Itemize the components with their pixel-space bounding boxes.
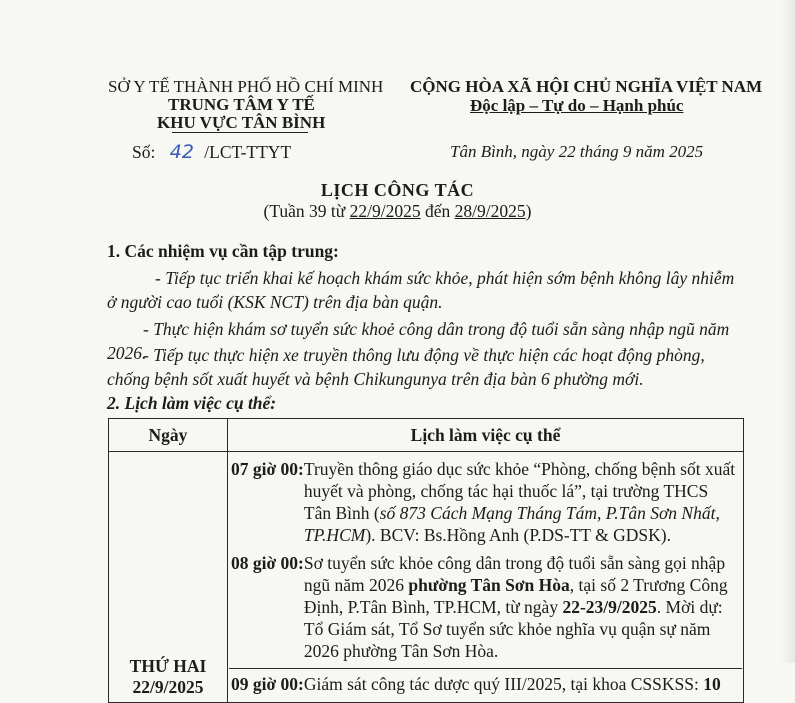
day-cell: [109, 452, 228, 703]
day-date: 22/9/2025: [132, 677, 204, 697]
subtitle-to-date: 28/9/2025: [454, 201, 526, 221]
entry-description: [304, 552, 742, 662]
entry-text: ). BCV: Bs.Hồng Anh (P.DS-TT & GDSK).: [365, 525, 671, 545]
subtitle-prefix: (Tuần 39 từ: [263, 201, 350, 221]
org-name-line1: TRUNG TÂM Y TẾ: [168, 95, 315, 114]
entry-ward: phường Tân Sơn Hòa: [408, 575, 570, 595]
section1-heading: 1. Các nhiệm vụ cần tập trung:: [107, 241, 339, 261]
entry-description: [304, 673, 742, 695]
subtitle-suffix: ): [525, 201, 532, 221]
org-name-line2: KHU VỰC TÂN BÌNH: [157, 113, 326, 132]
entry-text: 10: [703, 674, 721, 694]
schedule-entry: [229, 668, 742, 701]
col-header-schedule: Lịch làm việc cụ thể: [228, 419, 744, 452]
schedule-entry: [229, 458, 742, 552]
entry-date-range: 22-23/9/2025: [562, 597, 657, 617]
date-line: Tân Bình, ngày 22 tháng 9 năm 2025: [450, 142, 704, 161]
document-subtitle: [0, 201, 795, 222]
entry-text: . Mời dự: Tổ Giám sát, Tổ Sơ tuyển sức khỏe nghĩa vụ quận sự năm 2026 phường Tân Sơn Hòa.: [303, 597, 723, 661]
country-name: CỘNG HÒA XÃ HỘI CHỦ NGHĨA VIỆT NAM: [410, 77, 763, 96]
entry-description: [304, 458, 742, 546]
subtitle-mid: đến: [420, 201, 455, 221]
document-number: [132, 141, 291, 163]
schedule-cell: [228, 452, 744, 703]
table-header-row: [109, 419, 744, 452]
org-parent-name: SỞ Y TẾ THÀNH PHỐ HỒ CHÍ MINH: [108, 77, 384, 96]
table-row: [109, 452, 744, 703]
section1-item-3: - Tiếp tục thực hiện xe truyền thông lưu động về thực hiện các hoạt động phòng, chống bệnh sốt xuất huyết và bệnh Chikungunya trên địa bàn 6 phường mới.: [107, 345, 705, 389]
schedule-table: [108, 418, 744, 703]
entry-time: 09 giờ 00:: [231, 674, 304, 694]
handwritten-number: 42: [169, 141, 194, 163]
entry-time: 08 giờ 00:: [231, 553, 304, 573]
section1-item-1: - Tiếp tục triển khai kế hoạch khám sức khỏe, phát hiện sớm bệnh không lây nhiễm ở người cao tuổi (KSK NCT) trên địa bàn quận.: [107, 268, 735, 312]
entry-time: 07 giờ 00:: [231, 459, 304, 479]
number-prefix: Số:: [132, 142, 156, 162]
header-left-underline: [172, 132, 308, 133]
motto: Độc lập – Tự do – Hạnh phúc: [470, 96, 684, 115]
col-header-day: Ngày: [109, 419, 228, 452]
number-suffix: /LCT-TTYT: [204, 142, 292, 162]
section1-item-2: - Thực hiện khám sơ tuyển sức khoẻ công dân trong độ tuổi sẵn sàng nhập ngũ năm 2026.: [107, 319, 730, 363]
entry-text: , tại số 2 Trương Công Định, P.Tân Bình, TP.HCM, từ ngày: [303, 575, 728, 617]
day-name: THỨ HAI: [129, 656, 207, 676]
entry-text: Giám sát công tác dược quý III/2025, tại khoa CSSKSS:: [303, 674, 704, 694]
subtitle-from-date: 22/9/2025: [349, 201, 421, 221]
entry-text: Sơ tuyển sức khỏe công dân trong độ tuổi sẵn sàng gọi nhập ngũ năm 2026: [303, 553, 726, 595]
scan-edge-shadow: [781, 0, 795, 663]
entry-text: Truyền thông giáo dục sức khỏe “Phòng, chống bệnh sốt xuất huyết và phòng, chống tác hại thuốc lá”, tại trường THCS Tân Bình (: [303, 459, 736, 523]
schedule-entry: [229, 552, 742, 668]
document-title: LỊCH CÔNG TÁC: [320, 180, 475, 200]
section2-heading: 2. Lịch làm việc cụ thể:: [107, 393, 277, 413]
entry-address: số 873 Cách Mạng Tháng Tám, P.Tân Sơn Nhất, TP.HCM: [303, 503, 720, 545]
